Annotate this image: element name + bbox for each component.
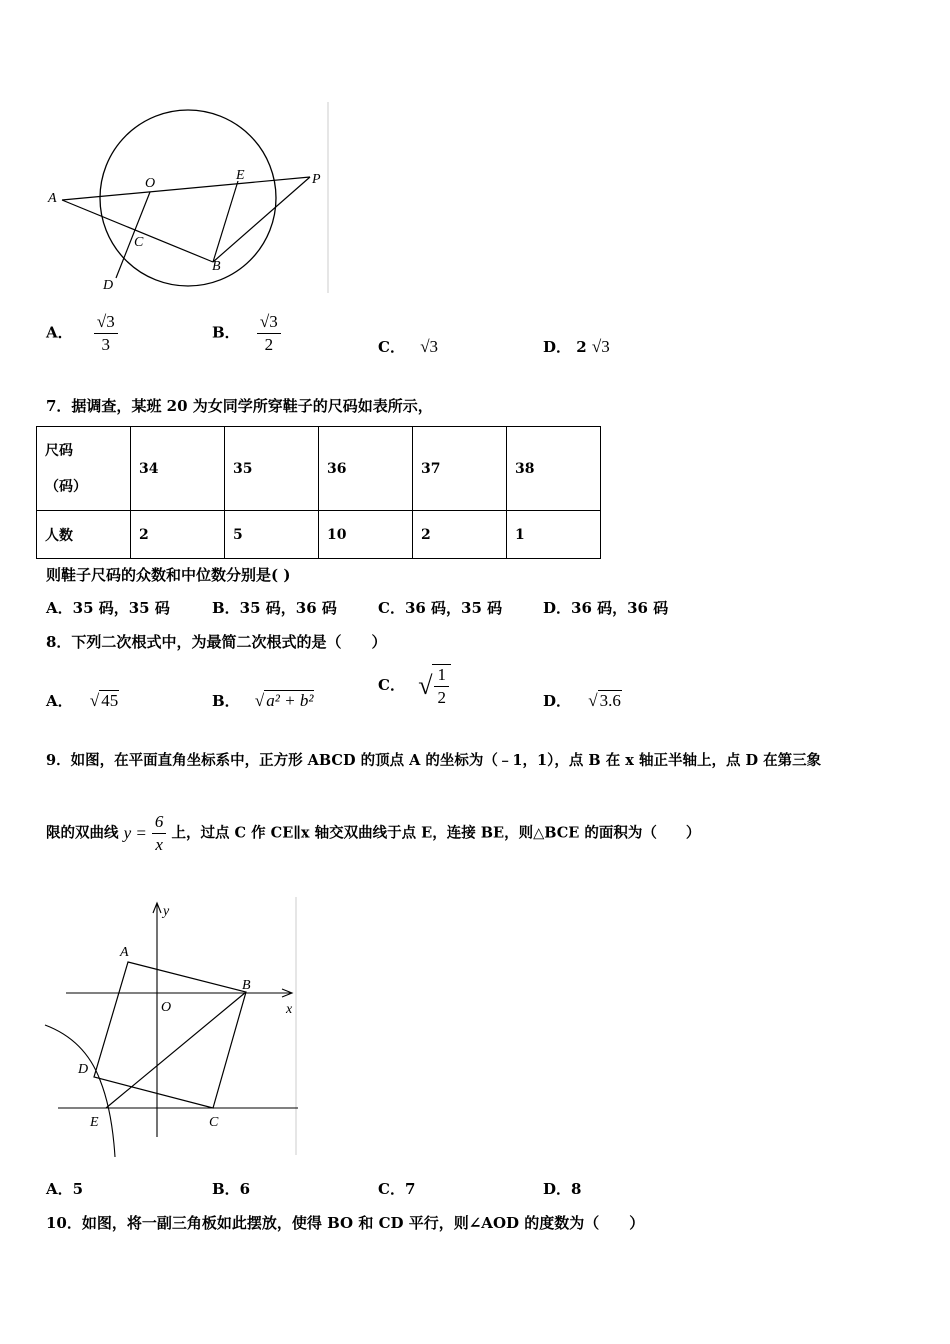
fig6-label-d: D [103,278,114,293]
q8-text: 8．下列二次根式中，为最简二次根式的是（ ） [46,633,387,651]
fig6-label-o: O [145,176,156,191]
q9-option-c[interactable]: C．7 [378,1180,416,1198]
table-cell: 36 [319,427,413,511]
q8-option-c[interactable]: C． √ $\frac{1}{2}$ [378,664,451,708]
q8-option-d[interactable]: D． √ 3.6 [543,691,621,710]
fig9-label-y: y [163,904,170,919]
circle-o [100,110,276,286]
line-ab [62,200,213,262]
q6-figure [40,100,340,300]
shoe-size-table [36,426,601,559]
table-cell: 5 [225,511,319,559]
q6-option-c[interactable]: C． √3 [378,337,439,356]
q6-option-a[interactable]: A． $\frac{√3}{3}$ [46,312,118,355]
table-cell: 35 [225,427,319,511]
q8-option-a[interactable]: A． √ 45 [46,691,119,710]
hyperbola-formula: $\frac{6}{x}$ [152,812,167,855]
q6-option-b[interactable]: B． $\frac{√3}{2}$ [212,312,281,355]
q7-option-a[interactable]: A．35 码，35 码 [46,599,170,617]
q8-option-b[interactable]: B． √ a² + b² [212,691,314,710]
fig6-label-c: C [134,235,144,250]
fig9-label-x: x [286,1002,293,1017]
fig9-label-e: E [90,1115,99,1130]
fig9-label-o: O [161,1000,172,1015]
line-be [106,992,246,1108]
table-cell: 2 [413,511,507,559]
hyperbola-curve [45,1025,115,1157]
square-abcd [94,962,246,1108]
q7-option-b[interactable]: B．35 码，36 码 [212,599,337,617]
line-od [116,192,150,278]
fig6-label-a: A [48,191,57,206]
fig6-label-e: E [236,168,245,183]
fig6-label-b: B [212,259,221,274]
table-header-count: 人数 [37,511,131,559]
table-cell: 10 [319,511,413,559]
table-row [37,427,601,511]
q9-option-d[interactable]: D．8 [543,1180,582,1198]
q7-option-c[interactable]: C．36 码，35 码 [378,599,503,617]
fig9-label-c: C [209,1115,219,1130]
table-header-size: 尺码 （码） [37,427,131,511]
fig9-label-a: A [120,945,129,960]
q7-question: 则鞋子尺码的众数和中位数分别是( ) [46,566,291,584]
table-cell: 1 [507,511,601,559]
q9-line1: 9．如图，在平面直角坐标系中，正方形 ABCD 的顶点 A 的坐标为（﹣1，1），点 B 在 x 轴正半轴上，点 D 在第三象 [46,752,822,769]
line-bp [213,177,310,262]
table-cell: 34 [131,427,225,511]
q7-text: 7．据调查，某班 20 为女同学所穿鞋子的尺码如表所示， [46,397,433,415]
table-row [37,511,601,559]
q9-figure [40,895,310,1160]
line-ap [62,177,310,200]
q6-option-d[interactable]: D． 2 √3 [543,337,610,356]
q9-line2: 限的双曲线 y = $\frac{6}{x}$ 上，过点 C 作 CE∥x 轴交双曲线于点 E，连接 BE，则△BCE 的面积为（ ） [46,812,701,854]
table-cell: 38 [507,427,601,511]
q9-option-a[interactable]: A．5 [46,1180,84,1198]
fig9-label-b: B [242,978,251,993]
fig6-label-p: P [312,172,321,187]
q9-option-b[interactable]: B．6 [212,1180,251,1198]
q7-option-d[interactable]: D．36 码，36 码 [543,599,669,617]
line-be [213,181,238,262]
table-cell: 2 [131,511,225,559]
fig9-label-d: D [78,1062,89,1077]
q10-text: 10．如图，将一副三角板如此摆放，使得 BO 和 CD 平行，则∠AOD 的度数为（ ） [46,1214,645,1232]
table-cell: 37 [413,427,507,511]
